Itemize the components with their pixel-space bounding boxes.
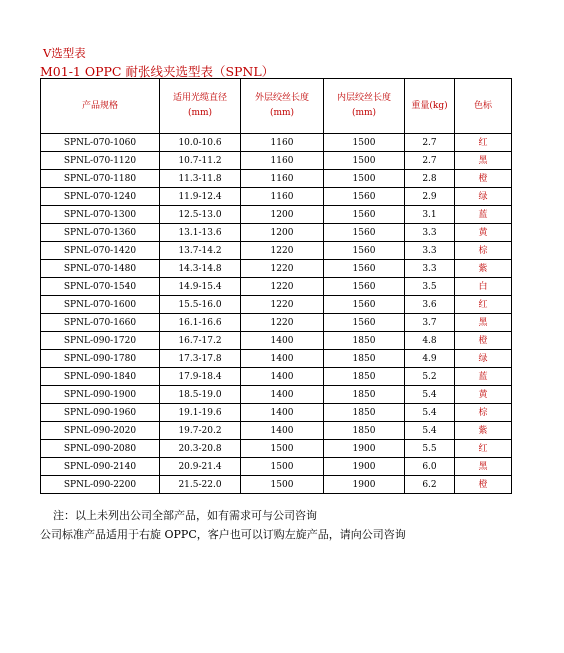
cell-inner-rod-length: 1560 xyxy=(324,314,405,332)
table-row xyxy=(41,422,512,440)
cell-weight: 4.9 xyxy=(405,350,455,368)
cell-cable-diameter: 17.3-17.8 xyxy=(160,350,241,368)
cell-color-code: 蓝 xyxy=(455,368,512,386)
cell-cable-diameter: 19.1-19.6 xyxy=(160,404,241,422)
cell-product-spec: SPNL-090-2080 xyxy=(41,440,160,458)
table-title: M01-1 OPPC 耐张线夹选型表（SPNL） xyxy=(40,64,275,79)
table-row xyxy=(41,152,512,170)
cell-outer-rod-length: 1200 xyxy=(241,224,324,242)
cell-weight: 3.3 xyxy=(405,224,455,242)
note-line-1: 注：以上未列出公司全部产品，如有需求可与公司咨询 xyxy=(53,509,317,522)
cell-color-code: 橙 xyxy=(455,170,512,188)
header-color-code: 色标 xyxy=(455,79,512,134)
cell-weight: 3.1 xyxy=(405,206,455,224)
cell-outer-rod-length: 1400 xyxy=(241,350,324,368)
cell-product-spec: SPNL-090-1900 xyxy=(41,386,160,404)
selection-table xyxy=(40,78,512,494)
cell-outer-rod-length: 1400 xyxy=(241,332,324,350)
cell-inner-rod-length: 1850 xyxy=(324,422,405,440)
cell-inner-rod-length: 1850 xyxy=(324,332,405,350)
cell-weight: 3.5 xyxy=(405,278,455,296)
cell-color-code: 红 xyxy=(455,440,512,458)
cell-cable-diameter: 20.9-21.4 xyxy=(160,458,241,476)
section-title: V选型表 xyxy=(43,46,86,60)
cell-inner-rod-length: 1500 xyxy=(324,170,405,188)
cell-outer-rod-length: 1200 xyxy=(241,206,324,224)
cell-weight: 5.4 xyxy=(405,404,455,422)
table-row xyxy=(41,170,512,188)
cell-inner-rod-length: 1560 xyxy=(324,278,405,296)
cell-product-spec: SPNL-090-1960 xyxy=(41,404,160,422)
cell-color-code: 白 xyxy=(455,278,512,296)
cell-cable-diameter: 10.7-11.2 xyxy=(160,152,241,170)
cell-weight: 3.7 xyxy=(405,314,455,332)
cell-product-spec: SPNL-070-1060 xyxy=(41,134,160,152)
cell-color-code: 棕 xyxy=(455,404,512,422)
cell-inner-rod-length: 1560 xyxy=(324,224,405,242)
cell-color-code: 橙 xyxy=(455,332,512,350)
table-row xyxy=(41,368,512,386)
table-row xyxy=(41,332,512,350)
cell-weight: 2.7 xyxy=(405,134,455,152)
cell-inner-rod-length: 1500 xyxy=(324,152,405,170)
cell-outer-rod-length: 1160 xyxy=(241,152,324,170)
cell-inner-rod-length: 1560 xyxy=(324,242,405,260)
cell-product-spec: SPNL-070-1240 xyxy=(41,188,160,206)
table-row xyxy=(41,278,512,296)
cell-weight: 2.7 xyxy=(405,152,455,170)
cell-color-code: 紫 xyxy=(455,422,512,440)
cell-color-code: 黑 xyxy=(455,152,512,170)
cell-color-code: 红 xyxy=(455,296,512,314)
cell-inner-rod-length: 1900 xyxy=(324,440,405,458)
table-row xyxy=(41,206,512,224)
cell-inner-rod-length: 1900 xyxy=(324,458,405,476)
cell-outer-rod-length: 1500 xyxy=(241,440,324,458)
cell-product-spec: SPNL-070-1660 xyxy=(41,314,160,332)
table-row xyxy=(41,386,512,404)
cell-inner-rod-length: 1560 xyxy=(324,296,405,314)
cell-product-spec: SPNL-070-1360 xyxy=(41,224,160,242)
cell-cable-diameter: 13.1-13.6 xyxy=(160,224,241,242)
header-outer-rod-length: 外层绞丝长度 (mm) xyxy=(241,79,324,134)
cell-color-code: 绿 xyxy=(455,350,512,368)
table-header-row xyxy=(41,79,512,134)
note-line-2: 公司标准产品适用于右旋 OPPC，客户也可以订购左旋产品，请向公司咨询 xyxy=(40,528,406,541)
cell-inner-rod-length: 1850 xyxy=(324,350,405,368)
cell-cable-diameter: 21.5-22.0 xyxy=(160,476,241,494)
header-cable-diameter: 适用光缆直径 (mm) xyxy=(160,79,241,134)
cell-color-code: 红 xyxy=(455,134,512,152)
cell-product-spec: SPNL-070-1480 xyxy=(41,260,160,278)
cell-outer-rod-length: 1160 xyxy=(241,188,324,206)
cell-color-code: 黄 xyxy=(455,224,512,242)
table-row xyxy=(41,440,512,458)
table-row xyxy=(41,134,512,152)
cell-product-spec: SPNL-090-1780 xyxy=(41,350,160,368)
cell-outer-rod-length: 1220 xyxy=(241,296,324,314)
header-product-spec: 产品规格 xyxy=(41,79,160,134)
cell-outer-rod-length: 1160 xyxy=(241,134,324,152)
cell-color-code: 绿 xyxy=(455,188,512,206)
cell-weight: 3.6 xyxy=(405,296,455,314)
table-row xyxy=(41,404,512,422)
table-row xyxy=(41,188,512,206)
table-row xyxy=(41,260,512,278)
cell-inner-rod-length: 1560 xyxy=(324,188,405,206)
cell-color-code: 黄 xyxy=(455,386,512,404)
cell-outer-rod-length: 1220 xyxy=(241,278,324,296)
cell-color-code: 黑 xyxy=(455,458,512,476)
cell-product-spec: SPNL-070-1540 xyxy=(41,278,160,296)
table-row xyxy=(41,242,512,260)
cell-cable-diameter: 16.1-16.6 xyxy=(160,314,241,332)
cell-weight: 5.2 xyxy=(405,368,455,386)
cell-weight: 3.3 xyxy=(405,242,455,260)
cell-outer-rod-length: 1500 xyxy=(241,458,324,476)
cell-outer-rod-length: 1500 xyxy=(241,476,324,494)
cell-product-spec: SPNL-070-1120 xyxy=(41,152,160,170)
cell-cable-diameter: 11.3-11.8 xyxy=(160,170,241,188)
cell-cable-diameter: 19.7-20.2 xyxy=(160,422,241,440)
table-row xyxy=(41,350,512,368)
cell-inner-rod-length: 1560 xyxy=(324,260,405,278)
cell-inner-rod-length: 1560 xyxy=(324,206,405,224)
table-row xyxy=(41,224,512,242)
cell-product-spec: SPNL-070-1420 xyxy=(41,242,160,260)
header-inner-rod-length: 内层绞丝长度 (mm) xyxy=(324,79,405,134)
cell-color-code: 黑 xyxy=(455,314,512,332)
cell-inner-rod-length: 1850 xyxy=(324,368,405,386)
header-weight: 重量(kg) xyxy=(405,79,455,134)
cell-cable-diameter: 16.7-17.2 xyxy=(160,332,241,350)
cell-outer-rod-length: 1400 xyxy=(241,404,324,422)
cell-product-spec: SPNL-090-2200 xyxy=(41,476,160,494)
cell-outer-rod-length: 1220 xyxy=(241,242,324,260)
cell-product-spec: SPNL-090-2140 xyxy=(41,458,160,476)
cell-product-spec: SPNL-090-2020 xyxy=(41,422,160,440)
cell-weight: 2.8 xyxy=(405,170,455,188)
cell-product-spec: SPNL-090-1840 xyxy=(41,368,160,386)
cell-cable-diameter: 14.9-15.4 xyxy=(160,278,241,296)
cell-weight: 6.0 xyxy=(405,458,455,476)
cell-inner-rod-length: 1900 xyxy=(324,476,405,494)
cell-weight: 5.5 xyxy=(405,440,455,458)
cell-color-code: 紫 xyxy=(455,260,512,278)
cell-weight: 3.3 xyxy=(405,260,455,278)
cell-weight: 5.4 xyxy=(405,422,455,440)
cell-outer-rod-length: 1220 xyxy=(241,260,324,278)
cell-product-spec: SPNL-070-1180 xyxy=(41,170,160,188)
cell-cable-diameter: 12.5-13.0 xyxy=(160,206,241,224)
cell-inner-rod-length: 1850 xyxy=(324,404,405,422)
table-row xyxy=(41,296,512,314)
table-row xyxy=(41,476,512,494)
cell-cable-diameter: 11.9-12.4 xyxy=(160,188,241,206)
cell-cable-diameter: 20.3-20.8 xyxy=(160,440,241,458)
cell-cable-diameter: 14.3-14.8 xyxy=(160,260,241,278)
cell-cable-diameter: 15.5-16.0 xyxy=(160,296,241,314)
cell-color-code: 蓝 xyxy=(455,206,512,224)
cell-weight: 4.8 xyxy=(405,332,455,350)
cell-weight: 5.4 xyxy=(405,386,455,404)
cell-inner-rod-length: 1500 xyxy=(324,134,405,152)
table-row xyxy=(41,314,512,332)
cell-cable-diameter: 17.9-18.4 xyxy=(160,368,241,386)
cell-cable-diameter: 13.7-14.2 xyxy=(160,242,241,260)
cell-product-spec: SPNL-070-1300 xyxy=(41,206,160,224)
cell-weight: 2.9 xyxy=(405,188,455,206)
cell-color-code: 橙 xyxy=(455,476,512,494)
cell-cable-diameter: 10.0-10.6 xyxy=(160,134,241,152)
cell-product-spec: SPNL-090-1720 xyxy=(41,332,160,350)
cell-outer-rod-length: 1400 xyxy=(241,386,324,404)
cell-inner-rod-length: 1850 xyxy=(324,386,405,404)
table-row xyxy=(41,458,512,476)
cell-outer-rod-length: 1220 xyxy=(241,314,324,332)
cell-weight: 6.2 xyxy=(405,476,455,494)
cell-color-code: 棕 xyxy=(455,242,512,260)
cell-product-spec: SPNL-070-1600 xyxy=(41,296,160,314)
cell-cable-diameter: 18.5-19.0 xyxy=(160,386,241,404)
cell-outer-rod-length: 1160 xyxy=(241,170,324,188)
cell-outer-rod-length: 1400 xyxy=(241,422,324,440)
cell-outer-rod-length: 1400 xyxy=(241,368,324,386)
